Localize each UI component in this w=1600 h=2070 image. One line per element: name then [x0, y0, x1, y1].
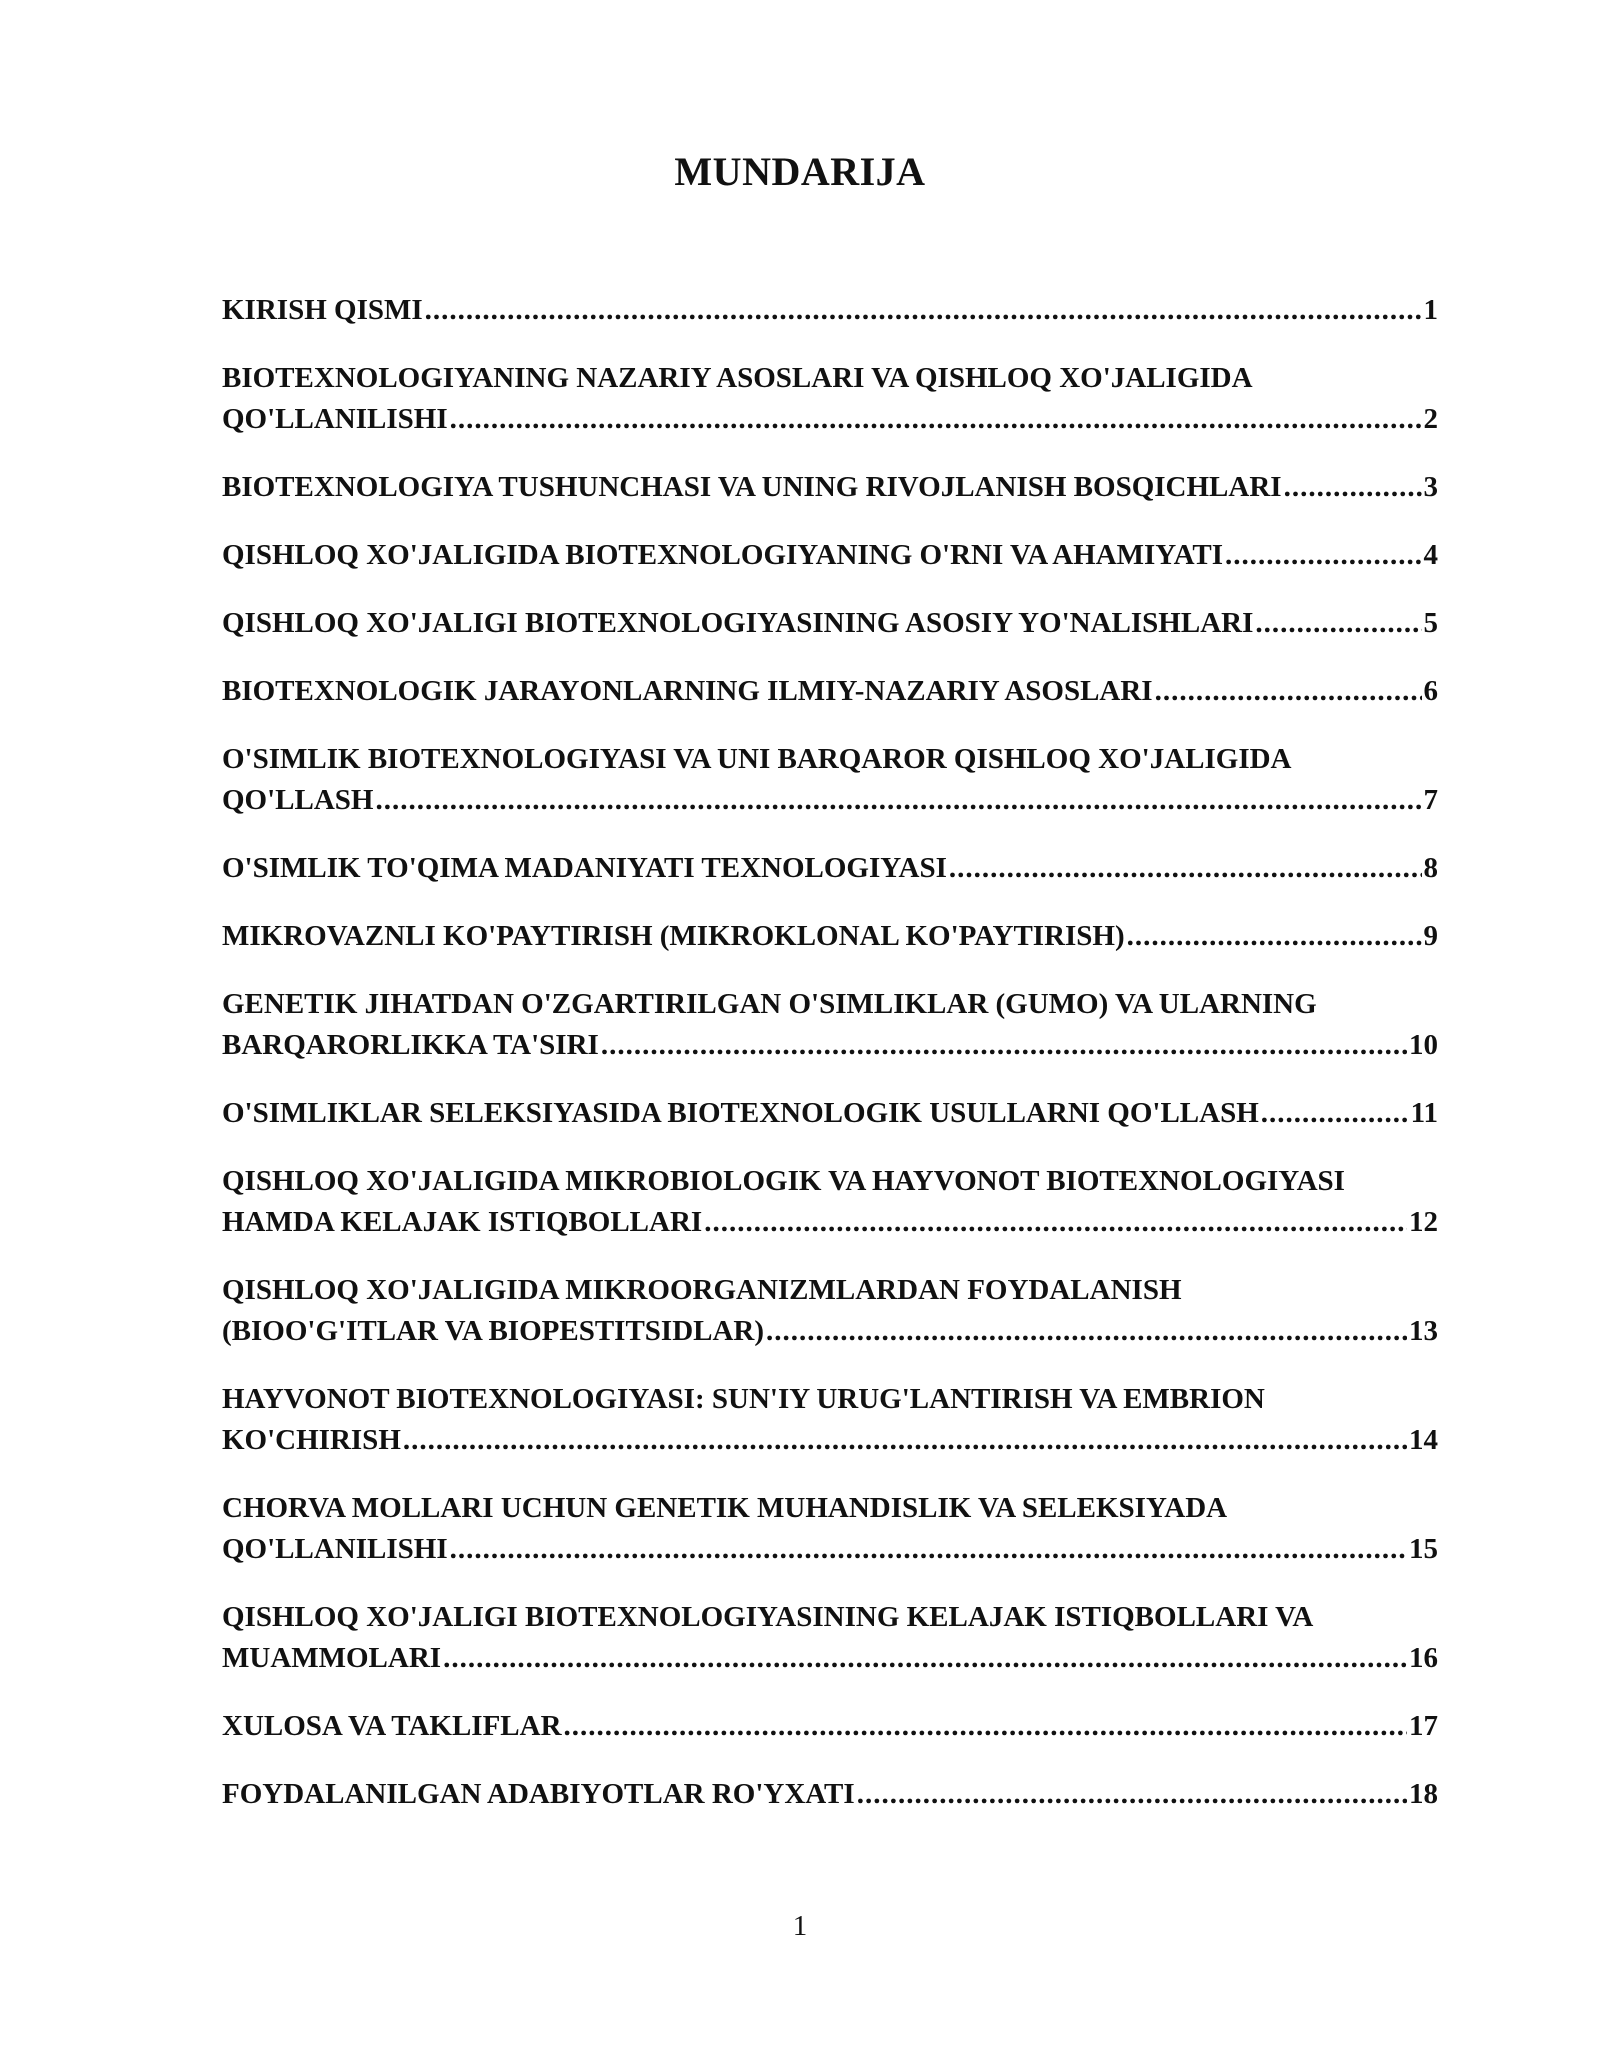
- toc-entry-title: KIRISH QISMI: [222, 294, 423, 326]
- toc-entry-page-number: 5: [1423, 607, 1438, 639]
- toc-entry-page-number: 8: [1423, 852, 1438, 884]
- toc-entry-title: FOYDALANILGAN ADABIYOTLAR RO'YXATI: [222, 1778, 855, 1810]
- toc-entry[interactable]: [222, 1706, 1438, 1747]
- dot-leader: [403, 1420, 1407, 1461]
- toc-entry-page-number: 15: [1409, 1533, 1438, 1565]
- dot-leader: [949, 848, 1422, 889]
- toc-entry-leader-line: [222, 1093, 1438, 1134]
- toc-entry-title: QISHLOQ XO'JALIGIDA BIOTEXNOLOGIYANING O'RNI VA AHAMIYATI: [222, 539, 1224, 571]
- toc-entry-title: QO'LLANILISHI: [222, 1533, 448, 1565]
- toc-entry-title: QO'LLANILISHI: [222, 403, 448, 435]
- toc-entry-title: MIKROVAZNLI KO'PAYTIRISH (MIKROKLONAL KO'PAYTIRISH): [222, 920, 1125, 952]
- toc-entry-leader-line: [222, 1706, 1438, 1747]
- toc-entry-title: HAMDA KELAJAK ISTIQBOLLARI: [222, 1206, 703, 1238]
- toc-entry[interactable]: [222, 1161, 1438, 1243]
- toc-entry[interactable]: [222, 535, 1438, 576]
- toc-entry-leader-line: [222, 671, 1438, 712]
- toc-entry-page-number: 12: [1409, 1206, 1438, 1238]
- toc-entry-page-number: 9: [1423, 920, 1438, 952]
- page-title: MUNDARIJA: [674, 149, 926, 194]
- toc-entry[interactable]: [222, 1093, 1438, 1134]
- toc-entry-leader-line: [222, 780, 1438, 821]
- dot-leader: [1225, 535, 1421, 576]
- dot-leader: [704, 1202, 1407, 1243]
- toc-entry-leader-line: [222, 1025, 1438, 1066]
- dot-leader: [443, 1638, 1407, 1679]
- toc-entry-page-number: 6: [1423, 675, 1438, 707]
- toc-entry-page-number: 7: [1423, 784, 1438, 816]
- toc-entry-title: KO'CHIRISH: [222, 1424, 401, 1456]
- toc-entry-leader-line: [222, 1311, 1438, 1352]
- toc-entry-page-number: 13: [1409, 1315, 1438, 1347]
- toc-entry-page-number: 11: [1410, 1097, 1438, 1129]
- toc-entry-title-line: HAYVONOT BIOTEXNOLOGIYASI: SUN'IY URUG'LANTIRISH VA EMBRION: [222, 1383, 1265, 1415]
- toc-entry-page-number: 17: [1409, 1710, 1438, 1742]
- toc-entry-leader-line: [222, 1202, 1438, 1243]
- toc-entry-title-line: QISHLOQ XO'JALIGI BIOTEXNOLOGIYASINING KELAJAK ISTIQBOLLARI VA: [222, 1601, 1314, 1633]
- toc-entry-leader-line: [222, 603, 1438, 644]
- toc-entry-title-line: GENETIK JIHATDAN O'ZGARTIRILGAN O'SIMLIKLAR (GUMO) VA ULARNING: [222, 988, 1317, 1020]
- toc-entry[interactable]: [222, 1597, 1438, 1679]
- toc-entry-leader-line: [222, 1420, 1438, 1461]
- dot-leader: [601, 1025, 1407, 1066]
- toc-entry[interactable]: [222, 739, 1438, 821]
- toc-entry-title: BARQARORLIKKA TA'SIRI: [222, 1029, 599, 1061]
- dot-leader: [564, 1706, 1407, 1747]
- dot-leader: [1155, 671, 1422, 712]
- dot-leader: [766, 1311, 1407, 1352]
- toc-entry-title: BIOTEXNOLOGIYA TUSHUNCHASI VA UNING RIVOJLANISH BOSQICHLARI: [222, 471, 1282, 503]
- toc-entry-leader-line: [222, 1529, 1438, 1570]
- toc-entry-leader-line: [222, 916, 1438, 957]
- toc-entry-page-number: 2: [1423, 403, 1438, 435]
- toc-entry[interactable]: [222, 1774, 1438, 1815]
- toc-entry-title: O'SIMLIKLAR SELEKSIYASIDA BIOTEXNOLOGIK USULLARNI QO'LLASH: [222, 1097, 1259, 1129]
- toc-entry[interactable]: [222, 671, 1438, 712]
- dot-leader: [450, 399, 1422, 440]
- toc-entry[interactable]: [222, 1379, 1438, 1461]
- toc-entry-title-line: QISHLOQ XO'JALIGIDA MIKROORGANIZMLARDAN FOYDALANISH: [222, 1274, 1182, 1306]
- table-of-contents: [222, 290, 1438, 1842]
- toc-entry-page-number: 18: [1409, 1778, 1438, 1810]
- toc-entry[interactable]: [222, 916, 1438, 957]
- toc-entry-leader-line: [222, 1638, 1438, 1679]
- page-number: 1: [792, 1910, 808, 1942]
- toc-entry[interactable]: [222, 467, 1438, 508]
- toc-entry-page-number: 3: [1423, 471, 1438, 503]
- toc-entry[interactable]: [222, 848, 1438, 889]
- toc-entry[interactable]: [222, 984, 1438, 1066]
- dot-leader: [450, 1529, 1407, 1570]
- dot-leader: [376, 780, 1422, 821]
- toc-entry-leader-line: [222, 467, 1438, 508]
- toc-entry-title-line: QISHLOQ XO'JALIGIDA MIKROBIOLOGIK VA HAYVONOT BIOTEXNOLOGIYASI: [222, 1165, 1345, 1197]
- toc-entry-page-number: 16: [1409, 1642, 1438, 1674]
- toc-entry-title: MUAMMOLARI: [222, 1642, 442, 1674]
- toc-entry-title: O'SIMLIK TO'QIMA MADANIYATI TEXNOLOGIYASI: [222, 852, 947, 884]
- toc-entry-leader-line: [222, 1774, 1438, 1815]
- toc-entry-page-number: 10: [1409, 1029, 1438, 1061]
- toc-entry-leader-line: [222, 290, 1438, 331]
- dot-leader: [1284, 467, 1422, 508]
- dot-leader: [1261, 1093, 1409, 1134]
- toc-entry-title-line: CHORVA MOLLARI UCHUN GENETIK MUHANDISLIK VA SELEKSIYADA: [222, 1492, 1228, 1524]
- toc-entry-title-line: O'SIMLIK BIOTEXNOLOGIYASI VA UNI BARQAROR QISHLOQ XO'JALIGIDA: [222, 743, 1292, 775]
- dot-leader: [1255, 603, 1421, 644]
- toc-entry-title: BIOTEXNOLOGIK JARAYONLARNING ILMIY-NAZARIY ASOSLARI: [222, 675, 1153, 707]
- dot-leader: [857, 1774, 1407, 1815]
- toc-entry-title: (BIOO'G'ITLAR VA BIOPESTITSIDLAR): [222, 1315, 765, 1347]
- toc-entry-page-number: 4: [1423, 539, 1438, 571]
- toc-entry-page-number: 14: [1409, 1424, 1438, 1456]
- toc-entry[interactable]: [222, 290, 1438, 331]
- toc-entry-leader-line: [222, 848, 1438, 889]
- toc-entry-leader-line: [222, 535, 1438, 576]
- toc-entry[interactable]: [222, 358, 1438, 440]
- dot-leader: [425, 290, 1422, 331]
- toc-entry-title: QO'LLASH: [222, 784, 374, 816]
- toc-entry[interactable]: [222, 1488, 1438, 1570]
- toc-entry[interactable]: [222, 1270, 1438, 1352]
- toc-entry-leader-line: [222, 399, 1438, 440]
- toc-entry-title-line: BIOTEXNOLOGIYANING NAZARIY ASOSLARI VA QISHLOQ XO'JALIGIDA: [222, 362, 1253, 394]
- toc-entry[interactable]: [222, 603, 1438, 644]
- toc-entry-page-number: 1: [1423, 294, 1438, 326]
- toc-entry-title: XULOSA VA TAKLIFLAR: [222, 1710, 562, 1742]
- dot-leader: [1127, 916, 1422, 957]
- toc-entry-title: QISHLOQ XO'JALIGI BIOTEXNOLOGIYASINING ASOSIY YO'NALISHLARI: [222, 607, 1254, 639]
